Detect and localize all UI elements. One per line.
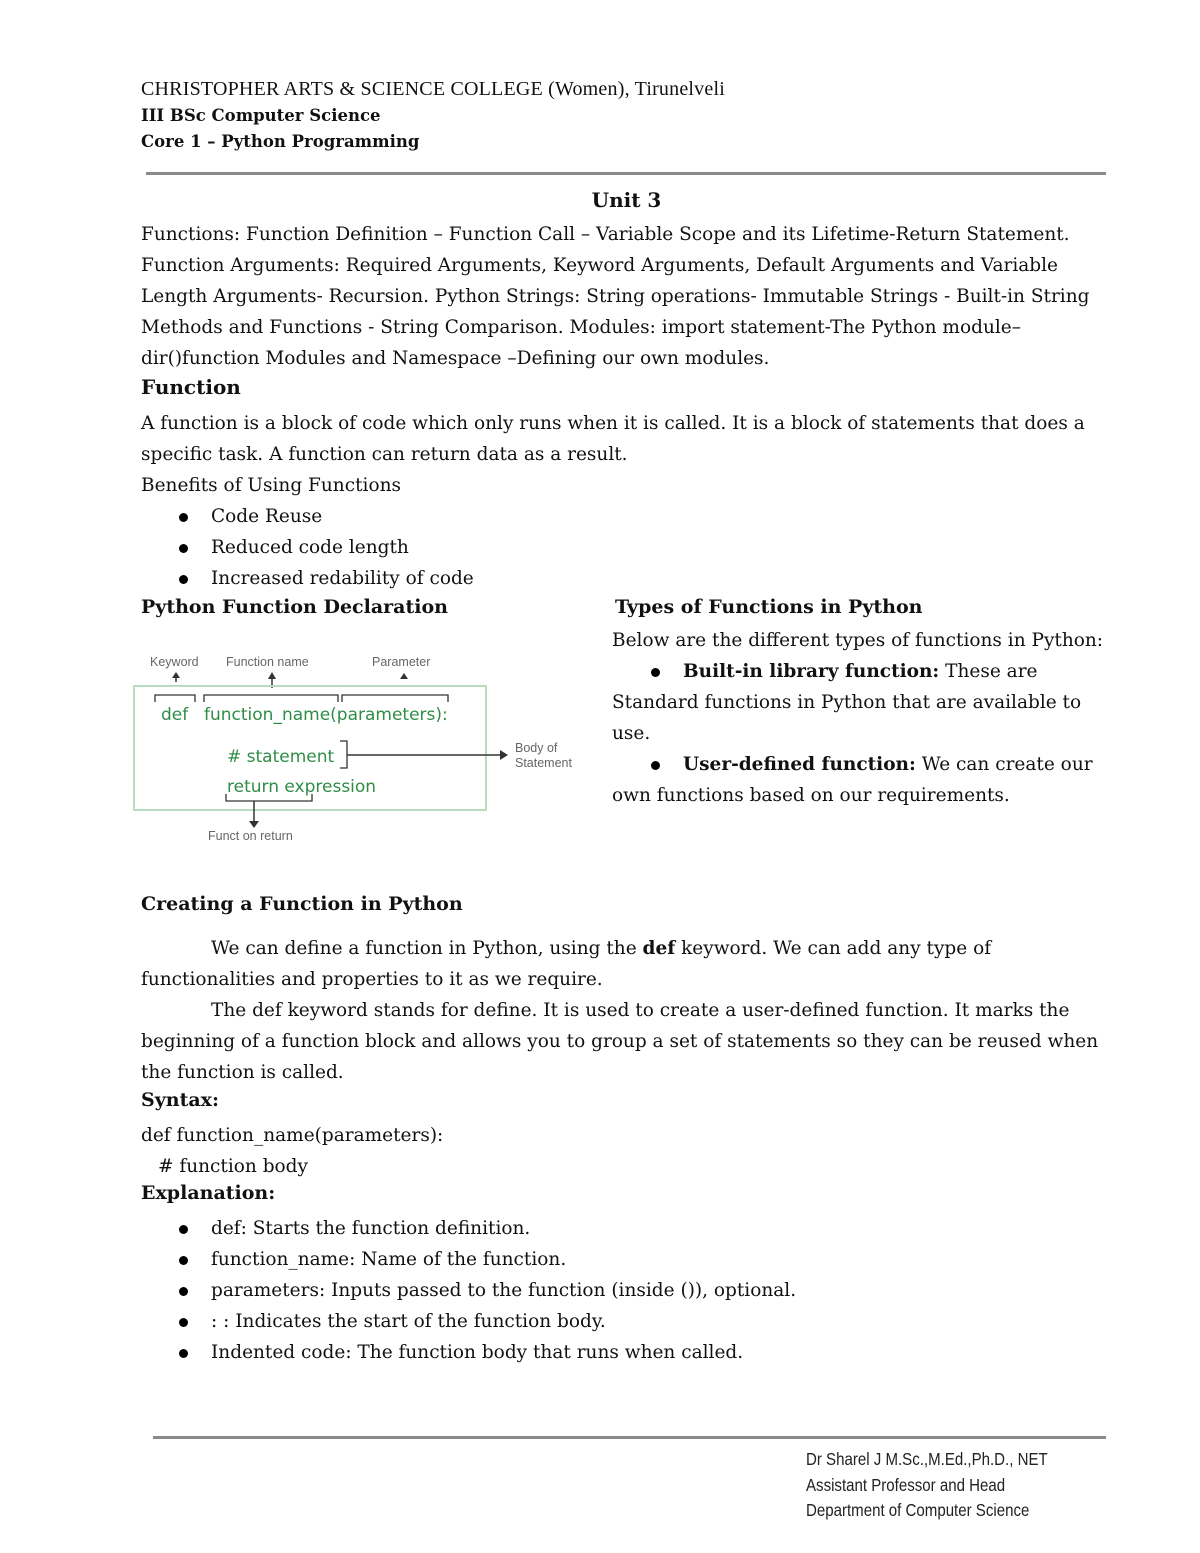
diagram-label-return: Funct on return	[208, 829, 293, 843]
arrowhead-body	[500, 750, 508, 760]
diagram-code-statement: # statement	[227, 747, 335, 767]
header-divider	[146, 172, 1106, 175]
arrowhead-return	[249, 821, 259, 828]
benefits-list	[141, 501, 474, 594]
diagram-label-function-name: Function name	[226, 655, 309, 669]
diagram-label-body-2: Statement	[515, 756, 572, 770]
list-item: def: Starts the function definition.	[141, 1213, 796, 1244]
diagram-code-def: def	[161, 705, 189, 725]
list-item: parameters: Inputs passed to the function (inside ()), optional.	[141, 1275, 796, 1306]
college-name: CHRISTOPHER ARTS & SCIENCE COLLEGE (Women), Tirunelveli	[141, 78, 725, 100]
list-item: : : Indicates the start of the function body.	[141, 1306, 796, 1337]
types-user-item	[612, 749, 1107, 811]
builtin-term: Built-in library function:	[683, 661, 940, 682]
footer-line-3: Department of Computer Science	[806, 1500, 1030, 1520]
list-item: function_name: Name of the function.	[141, 1244, 796, 1275]
bracket-parameter	[342, 695, 448, 702]
list-item: Code Reuse	[141, 501, 474, 532]
function-declaration-diagram	[128, 648, 588, 848]
bracket-statement	[340, 741, 347, 768]
unit-title: Unit 3	[591, 188, 662, 212]
user-term: User-defined function:	[683, 754, 916, 775]
syllabus-text: Functions: Function Definition – Function Call – Variable Scope and its Lifetime-Return Statement. Function Arguments: Required Arguments, Keyword Arguments, Default Arguments and Variable Length Arguments- Recursion. Python Strings: String operations- Immutable Strings - Built-in String Methods and Functions - String Comparison. Modules: import statement-The Python module–dir()function Modules and Namespace –Defining our own modules.	[141, 224, 1090, 369]
para1-keyword: def	[642, 938, 676, 959]
creating-paragraph-2: The def keyword stands for define. It is used to create a user-defined function. It marks the beginning of a function block and allows you to group a set of statements so they can be reused when the function is called.	[141, 1000, 1099, 1083]
builtin-text-2: Standard functions in Python that are available to use.	[612, 692, 1082, 744]
para1-b: keyword. We can add any type of functionalities and properties to it as we require.	[141, 938, 992, 990]
arrowhead-function-name	[268, 672, 276, 679]
function-heading: Function	[141, 375, 241, 399]
bullet-icon	[651, 668, 660, 677]
arrowhead-keyword	[172, 672, 180, 678]
syntax-line-1: def function_name(parameters):	[141, 1125, 444, 1146]
function-definition: A function is a block of code which only runs when it is called. It is a block of statements that does a specific task. A function can return data as a result.	[141, 413, 1085, 465]
benefits-title: Benefits of Using Functions	[141, 475, 401, 496]
arrowhead-parameter	[400, 673, 408, 679]
footer-line-1: Dr Sharel J M.Sc.,M.Ed.,Ph.D., NET	[806, 1449, 1048, 1469]
types-builtin-item	[612, 656, 1107, 749]
paper-name: Core 1 – Python Programming	[141, 132, 420, 151]
bullet-icon	[651, 761, 660, 770]
footer-divider	[153, 1436, 1106, 1439]
syntax-label: Syntax:	[141, 1089, 220, 1111]
diagram-code-name: function_name(parameters):	[204, 705, 448, 725]
declaration-heading: Python Function Declaration	[141, 596, 448, 618]
diagram-label-keyword: Keyword	[150, 655, 199, 669]
list-item: Increased redability of code	[141, 563, 474, 594]
builtin-text-1: These are	[939, 661, 1038, 682]
creating-paragraph-1	[141, 933, 1106, 995]
explanation-label: Explanation:	[141, 1182, 276, 1204]
creating-heading: Creating a Function in Python	[141, 893, 463, 915]
list-item: Indented code: The function body that runs when called.	[141, 1337, 796, 1368]
para1-a: We can define a function in Python, using the	[211, 938, 643, 959]
bracket-function-name	[204, 695, 338, 702]
syntax-line-2: # function body	[158, 1156, 308, 1177]
bracket-keyword	[155, 695, 195, 702]
footer-signature	[806, 1447, 1048, 1524]
user-text-2: own functions based on our requirements.	[612, 785, 1010, 806]
course-name: III BSc Computer Science	[141, 106, 381, 125]
diagram-label-parameter: Parameter	[372, 655, 431, 669]
diagram-code-return: return expression	[227, 777, 377, 797]
diagram-label-body-1: Body of	[515, 741, 558, 755]
types-heading: Types of Functions in Python	[615, 596, 923, 618]
list-item: Reduced code length	[141, 532, 474, 563]
footer-line-2: Assistant Professor and Head	[806, 1474, 1006, 1495]
user-text-1: We can create our	[915, 754, 1093, 775]
explanation-list	[141, 1213, 796, 1368]
types-intro: Below are the different types of functions in Python:	[612, 630, 1104, 651]
